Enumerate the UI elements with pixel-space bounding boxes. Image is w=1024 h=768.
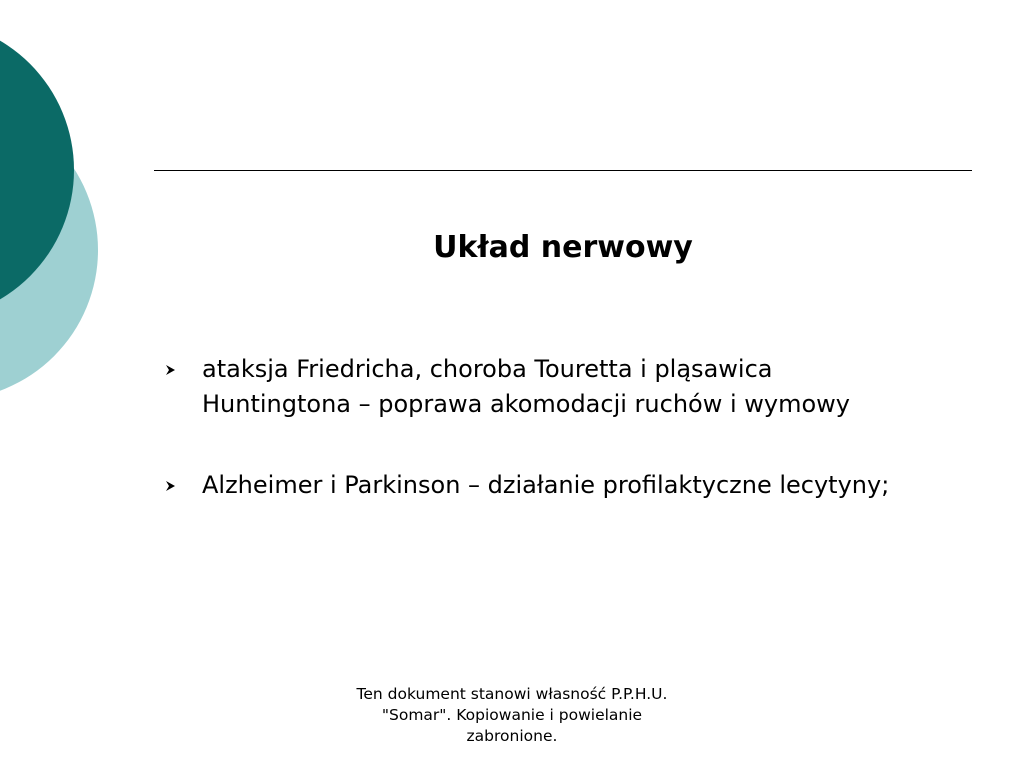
bullet-item <box>162 468 922 503</box>
arrowhead-bullet-icon <box>164 363 178 377</box>
bullet-text: Alzheimer i Parkinson – działanie profilaktyczne lecytyny; <box>202 471 890 499</box>
title-divider <box>154 170 972 171</box>
slide-title: Układ nerwowy <box>433 230 693 265</box>
copyright-footer: Ten dokument stanowi własność P.P.H.U. "Somar". Kopiowanie i powielanie zabronione. <box>356 685 668 745</box>
arrowhead-bullet-icon <box>164 479 178 493</box>
bullet-text: ataksja Friedricha, choroba Touretta i pląsawica Huntingtona – poprawa akomodacji ruchów i wymowy <box>202 355 850 418</box>
decorative-circles <box>0 0 110 420</box>
bullet-list <box>162 352 922 550</box>
bullet-item <box>162 352 922 421</box>
